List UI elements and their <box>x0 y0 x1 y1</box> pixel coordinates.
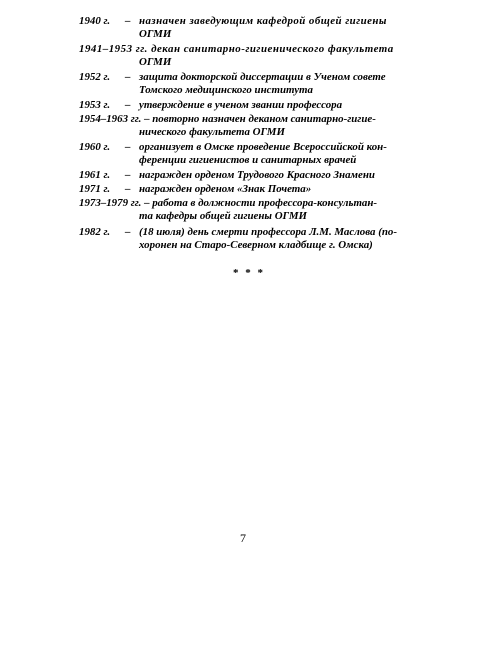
entry-dash: – <box>125 226 131 238</box>
entry-dash: – <box>125 99 131 111</box>
entry-text-line: (18 июля) день смерти профессора Л.М. Маслова (по- <box>139 226 397 238</box>
entry-date-line: 1973–1979 гг. – работа в должности профессора-консультан- <box>79 197 378 209</box>
entry-text-line: та кафедры общей гигиены ОГМИ <box>139 210 308 222</box>
entry-date: 1982 г. <box>79 226 111 238</box>
entry-text-line: ференции гигиенистов и санитарных врачей <box>139 154 357 166</box>
entry-text-line: Томского медицинского института <box>139 84 313 96</box>
entry-text-line: назначен заведующим кафедрой общей гигиены <box>139 15 387 27</box>
entry-dash: – <box>125 15 131 27</box>
entry-dash: – <box>125 183 131 195</box>
entry-text-line: нического факультета ОГМИ <box>139 126 285 138</box>
section-separator: * * * <box>233 267 265 279</box>
entry-date: 1953 г. <box>79 99 111 111</box>
entry-date-line: 1941–1953 гг. декан санитарно-гигиенического факультета <box>79 43 394 55</box>
entry-text-line: организует в Омске проведение Всероссийской кон- <box>139 141 387 153</box>
entry-date: 1961 г. <box>79 169 111 181</box>
entry-text-line: ОГМИ <box>139 28 172 40</box>
entry-date: 1960 г. <box>79 141 111 153</box>
entry-date: 1940 г. <box>79 15 111 27</box>
entry-date: 1952 г. <box>79 71 111 83</box>
entry-dash: – <box>125 141 131 153</box>
entry-dash: – <box>125 169 131 181</box>
entry-text-line: ОГМИ <box>139 56 172 68</box>
entry-text-line: награжден орденом «Знак Почета» <box>139 183 312 195</box>
entry-text-line: утверждение в ученом звании профессора <box>139 99 343 111</box>
entry-date: 1971 г. <box>79 183 111 195</box>
entry-text-line: защита докторской диссертации в Ученом совете <box>139 71 386 83</box>
entry-text-line: награжден орденом Трудового Красного Знамени <box>139 169 375 181</box>
entry-text-line: хоронен на Старо-Северном кладбище г. Омска) <box>139 239 373 251</box>
entry-date-line: 1954–1963 гг. – повторно назначен деканом санитарно-гигие- <box>79 113 376 125</box>
page-number: 7 <box>240 531 246 545</box>
entry-dash: – <box>125 71 131 83</box>
